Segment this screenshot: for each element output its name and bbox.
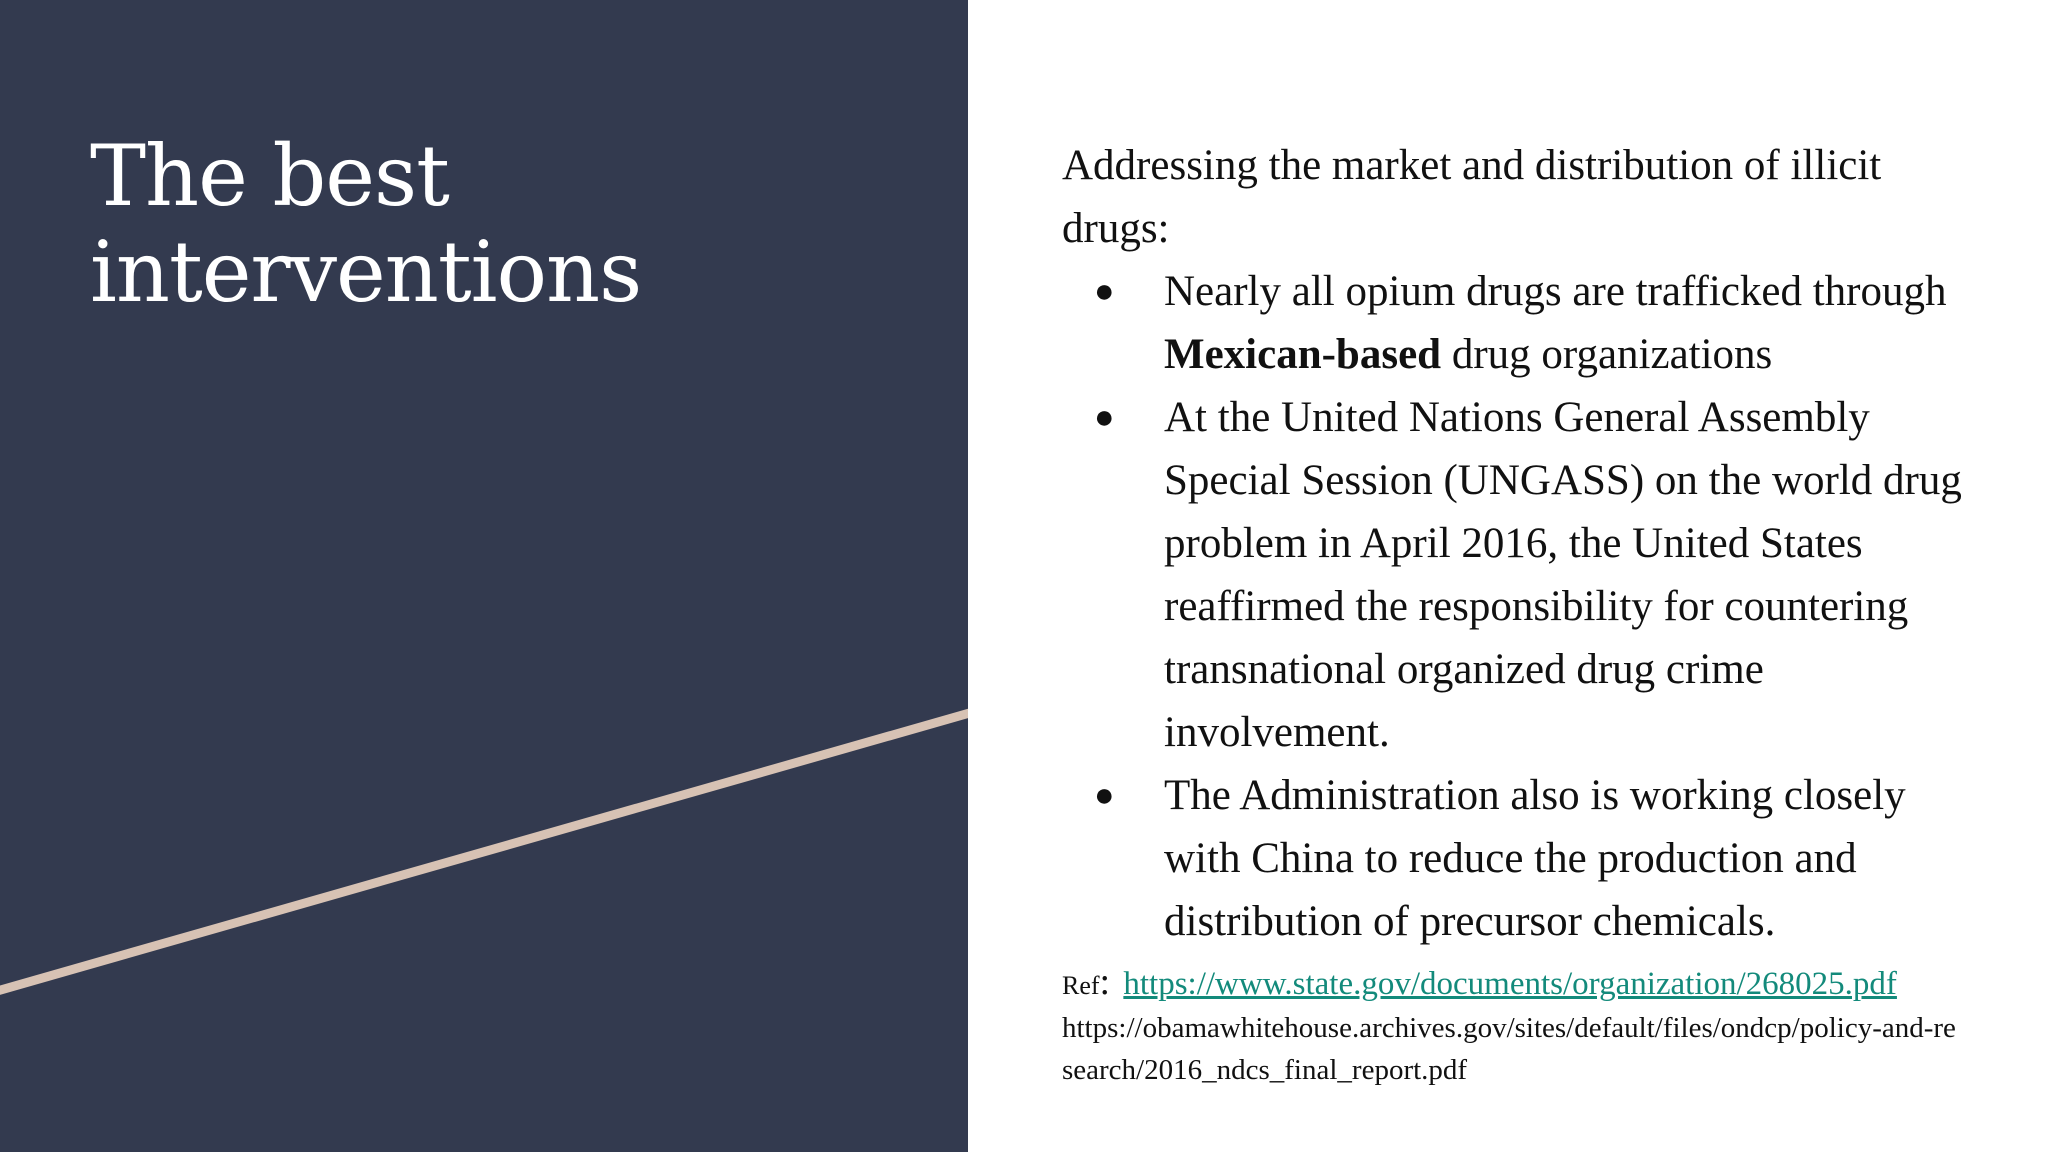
ref-colon: : [1099,961,1111,1003]
bullet-item-china [1062,764,1992,953]
bullet-icon: ● [1094,777,1115,814]
ref-label: Ref [1062,971,1100,1000]
bullet-text-before: Nearly all opium drugs are trafficked through [1164,268,1947,315]
bullet-text: At the United Nations General Assembly Special Session (UNGASS) on the world drug problem in April 2016, the United States reaffirmed the responsibility for countering transnational organized drug crime involvement. [1164,394,1962,756]
references [1062,961,1992,1007]
bullet-text: The Administration also is working closely with China to reduce the production and distribution of precursor chemicals. [1164,772,1906,945]
accent-stroke [0,710,968,993]
reference-link-state-gov[interactable]: https://www.state.gov/documents/organization/268025.pdf [1123,966,1897,1002]
bullet-icon: ● [1094,273,1115,310]
bullet-icon: ● [1094,399,1115,436]
reference-text-whitehouse: https://obamawhitehouse.archives.gov/sites/default/files/ondcp/policy-and-research/2016_ndcs_final_report.pdf [1062,1012,1956,1086]
slide-title [90,128,910,320]
body-content [1062,134,1992,1091]
intro-text: Addressing the market and distribution of illicit drugs: [1062,142,1882,252]
title-line-1: The best [90,127,449,225]
bullet-item-mexican-based [1062,260,1992,386]
bullet-bold-text: Mexican-based [1164,331,1442,378]
title-panel [0,0,968,1152]
title-line-2: interventions [90,223,642,321]
bullet-text-after: drug organizations [1441,331,1773,378]
bullet-item-ungass [1062,386,1992,764]
bullet-list [1062,260,1992,953]
